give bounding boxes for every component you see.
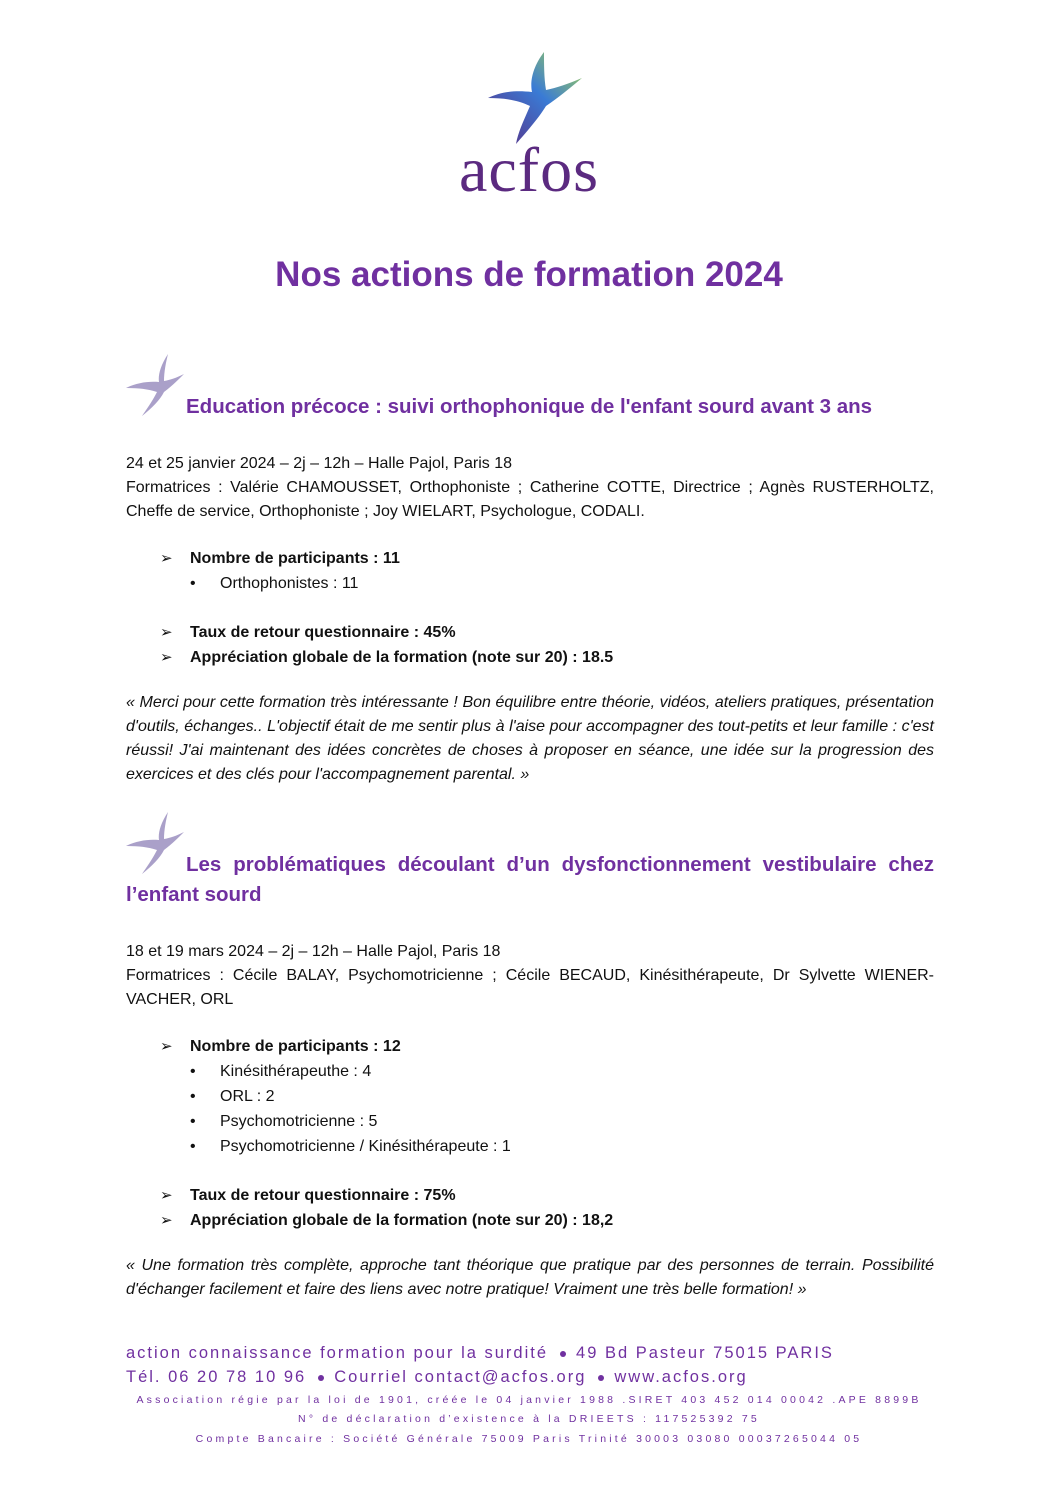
trainers-line: Formatrices : Cécile BALAY, Psychomotricienne ; Cécile BECAUD, Kinésithérapeute, Dr Sylvette WIENER-VACHER, ORL: [126, 967, 934, 1008]
trainers-line: Formatrices : Valérie CHAMOUSSET, Orthophoniste ; Catherine COTTE, Directrice ; Agnès RUSTERHOLTZ, Cheffe de service, Orthophoniste ; Joy WIELART, Psychologue, CODALI.: [126, 479, 934, 520]
list-item: • Orthophonistes : 11: [158, 571, 918, 596]
list-item: ➢ Taux de retour questionnaire : 45%: [158, 620, 918, 645]
list-item: ➢ Taux de retour questionnaire : 75%: [158, 1183, 918, 1208]
page-title: Nos actions de formation 2024: [275, 255, 783, 294]
section-title: Education précoce : suivi orthophonique de l'enfant sourd avant 3 ans: [186, 395, 873, 418]
date-line: 24 et 25 janvier 2024 – 2j – 12h – Halle Pajol, Paris 18: [126, 455, 513, 472]
arrow-bullet-icon: ➢: [160, 1038, 173, 1055]
footer-address: 49 Bd Pasteur 75015 PARIS: [576, 1344, 834, 1362]
testimonial-quote: « Merci pour cette formation très intéressante ! Bon équilibre entre théorie, vidéos, ateliers pratiques, présentation d'outils, échanges.. L'objectif était de me sentir plus à l'aise pour accompagner des tout-petits et leur famille : c'est réussi! J'ai maintenant des idées concrètes de choses à proposer en séance, une idée sur la progression des exercices et des clés pour l'accompagnement parental. »: [126, 694, 934, 783]
separator-dot-icon: [560, 1351, 566, 1357]
bullet-dot-icon: •: [190, 1138, 196, 1155]
footer-website[interactable]: www.acfos.org: [614, 1368, 748, 1386]
bullet-dot-icon: •: [190, 1063, 196, 1080]
arrow-bullet-icon: ➢: [160, 1212, 173, 1229]
list-item: • Kinésithérapeuthe : 4: [158, 1059, 918, 1084]
bullet-dot-icon: •: [190, 575, 196, 592]
acfos-logo: [0, 48, 1058, 205]
footer-legal: Association régie par la loi de 1901, créée le 04 janvier 1988 .SIRET 403 452 014 00042 .APE 8899B: [136, 1394, 922, 1406]
swallow-logo-icon: [474, 48, 584, 148]
footer-phone: Tél. 06 20 78 10 96: [126, 1368, 307, 1386]
footer-legal: N° de déclaration d’existence à la DRIEETS : 117525392 75: [298, 1413, 760, 1425]
list-item: ➢ Appréciation globale de la formation (note sur 20) : 18,2: [158, 1208, 918, 1233]
footer-legal: Compte Bancaire : Société Générale 75009 Paris Trinité 30003 03080 00037265044 05: [195, 1433, 863, 1445]
logo-wordmark: acfos: [458, 134, 600, 205]
section-meta: [126, 452, 934, 524]
stats-list: [158, 1034, 918, 1233]
testimonial-quote: « Une formation très complète, approche tant théorique que pratique par des personnes de terrain. Possibilité d'échanger facilement et faire des liens avec notre pratique! Vraiment une très belle formation! »: [126, 1257, 934, 1298]
list-item: • Psychomotricienne / Kinésithérapeute : 1: [158, 1134, 918, 1159]
stats-list: [158, 546, 918, 670]
list-item: ➢ Nombre de participants : 11: [158, 546, 918, 571]
arrow-bullet-icon: ➢: [160, 1187, 173, 1204]
list-item: ➢ Appréciation globale de la formation (note sur 20) : 18.5: [158, 645, 918, 670]
list-item: • Psychomotricienne : 5: [158, 1109, 918, 1134]
bullet-dot-icon: •: [190, 1088, 196, 1105]
separator-dot-icon: [598, 1375, 604, 1381]
footer-tagline: action connaissance formation pour la surdité: [126, 1344, 549, 1362]
list-item: • ORL : 2: [158, 1084, 918, 1109]
footer-contact: [126, 1368, 748, 1387]
footer-email[interactable]: Courriel contact@acfos.org: [334, 1368, 587, 1386]
section-title: Les problématiques découlant d’un dysfonctionnement vestibulaire chez l’enfant sourd: [126, 853, 934, 906]
bullet-dot-icon: •: [190, 1113, 196, 1130]
separator-dot-icon: [318, 1375, 324, 1381]
list-item: ➢ Nombre de participants : 12: [158, 1034, 918, 1059]
arrow-bullet-icon: ➢: [160, 550, 173, 567]
section-meta: [126, 940, 934, 1012]
arrow-bullet-icon: ➢: [160, 624, 173, 641]
footer-contact: [126, 1344, 834, 1363]
date-line: 18 et 19 mars 2024 – 2j – 12h – Halle Pajol, Paris 18: [126, 943, 501, 960]
arrow-bullet-icon: ➢: [160, 649, 173, 666]
